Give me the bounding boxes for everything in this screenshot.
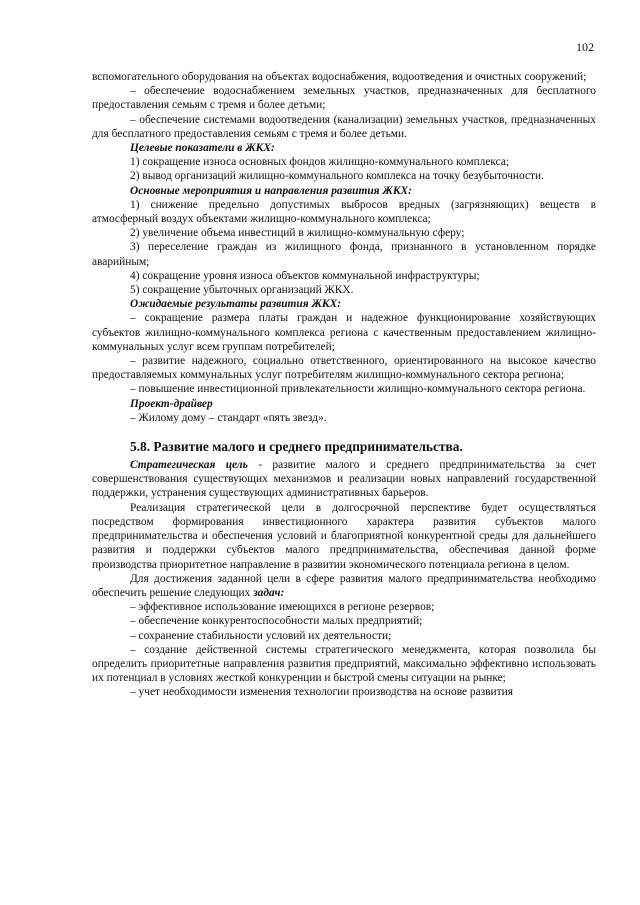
list-item: 3) переселение граждан из жилищного фонда, признанного в установленном порядке аварийным;: [92, 241, 596, 268]
driver-heading: Проект-драйвер: [130, 397, 213, 410]
list-item: 2) увеличение объема инвестиций в жилищно-коммунальную сферу;: [130, 227, 465, 240]
strategic-goal-paragraph: [92, 458, 596, 501]
list-item: – учет необходимости изменения технологии производства на основе развития: [130, 686, 513, 699]
page-content: [92, 70, 596, 700]
list-item: – повышение инвестиционной привлекательности жилищно-коммунального сектора региона.: [130, 383, 586, 396]
list-item: 4) сокращение уровня износа объектов коммунальной инфраструктуры;: [130, 269, 480, 282]
list-item: – обеспечение водоснабжением земельных участков, предназначенных для бесплатного предоставления семьям с тремя и более детьми;: [92, 85, 596, 112]
list-item: – обеспечение конкурентоспособности малых предприятий;: [130, 615, 423, 628]
tasks-label: задач:: [253, 586, 285, 599]
strategic-goal-label: Стратегическая цель: [130, 459, 248, 472]
section-title: 5.8. Развитие малого и среднего предпринимательства.: [130, 439, 463, 455]
list-item: 1) снижение предельно допустимых выбросов вредных (загрязняющих) веществ в атмосферный воздух объектами жилищно-коммунального комплекса;: [92, 198, 596, 226]
strategic-goal-text: - развитие малого и среднего предпринимательства за счет совершенствования существующих механизмов и реализации новых направлений государственной поддержки, устранения существующих административных барьеров.: [92, 459, 596, 500]
list-item: 5) сокращение убыточных организаций ЖКХ.: [130, 284, 354, 297]
tasks-intro-paragraph: [92, 572, 596, 600]
list-item: 1) сокращение износа основных фондов жилищно-коммунального комплекса;: [130, 156, 510, 169]
targets-heading: Целевые показатели в ЖКХ:: [130, 142, 275, 155]
list-item: – эффективное использование имеющихся в регионе резервов;: [130, 601, 435, 614]
list-item: 2) вывод организаций жилищно-коммунального комплекса на точку безубыточности.: [130, 170, 544, 183]
list-item: – сохранение стабильности условий их деятельности;: [130, 629, 392, 642]
paragraph-continuation: вспомогательного оборудования на объектах водоснабжения, водоотведения и очистных сооружений;: [92, 71, 587, 83]
measures-heading: Основные мероприятия и направления развития ЖКХ:: [130, 184, 412, 197]
list-item: – сокращение размера платы граждан и надежное функционирование хозяйствующих субъектов жилищно-коммунального комплекса региона с качественным предоставлением жилищно-коммунальных услуг всем группам потребителей;: [92, 312, 596, 353]
page-number: 102: [576, 40, 594, 54]
tasks-intro-text: Для достижения заданной цели в сфере развития малого предпринимательства необходимо обеспечить решение следующих: [92, 572, 596, 599]
results-heading: Ожидаемые результаты развития ЖКХ:: [130, 298, 342, 311]
list-item: – обеспечение системами водоотведения (канализации) земельных участков, предназначенных для бесплатного предоставления семьям с тремя и более детьми.: [92, 113, 596, 140]
paragraph: Реализация стратегической цели в долгосрочной перспективе будет осуществляться посредством формирования инвестиционного характера развития субъектов малого предпринимательства и обеспечения условий и благоприятной конкурентной среды для дальнейшего развития и поддержки субъектов малого предпринимательства, обеспечивая данной форме производства приоритетное направление в развитии экономического потенциала региона в целом.: [92, 501, 596, 571]
list-item: – создание действенной системы стратегического менеджмента, которая позволила бы определить приоритетные направления развития предприятий, максимально эффективно использовать их потенциал в условиях жесткой конкуренции и быстрой смены ситуации на рынке;: [92, 643, 596, 685]
list-item: – развитие надежного, социально ответственного, ориентированного на высокое качество предоставляемых коммунальных услуг потребителям жилищно-коммунального сектора региона;: [92, 355, 596, 382]
list-item: – Жилому дому – стандарт «пять звезд».: [130, 411, 327, 424]
